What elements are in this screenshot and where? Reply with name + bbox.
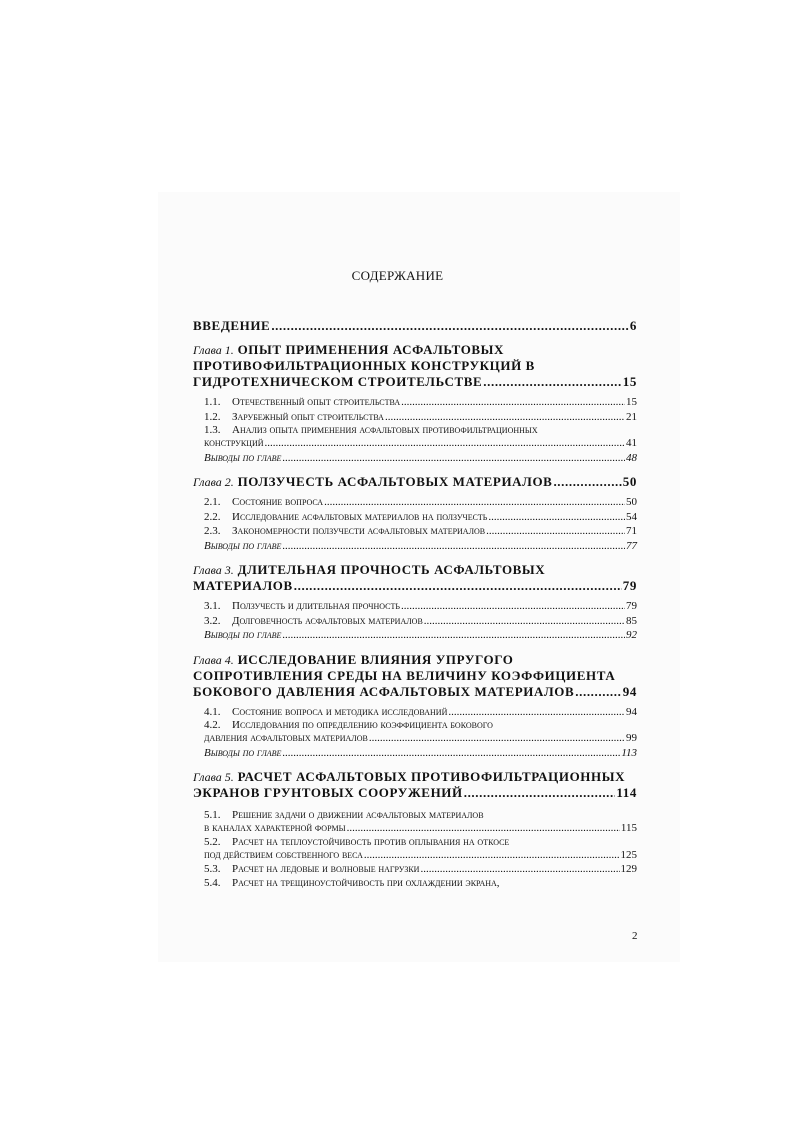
conclusion-page: 77 [626, 539, 637, 552]
section-page: 125 [620, 848, 637, 861]
dot-leader [385, 410, 625, 425]
section-number: 1.3. [204, 424, 221, 436]
section-entry-continuation[interactable] [193, 821, 637, 836]
conclusion-entry[interactable] [193, 746, 637, 761]
dot-leader [271, 318, 629, 334]
dot-leader [486, 524, 625, 539]
section-title-cont: конструкций [204, 437, 264, 449]
section-entry-first-line[interactable] [193, 809, 637, 821]
dot-leader [575, 684, 622, 700]
chapter-page: 79 [622, 578, 637, 593]
dot-leader [464, 785, 616, 801]
page-number: 2 [632, 930, 638, 942]
conclusion-entry[interactable] [193, 628, 637, 643]
chapter-page: 15 [622, 374, 637, 389]
chapter-2 [193, 474, 637, 553]
chapter-title-last: ПОЛЗУЧЕСТЬ АСФАЛЬТОВЫХ МАТЕРИАЛОВ [237, 474, 553, 489]
section-entry[interactable] [193, 395, 637, 410]
section-entry[interactable] [193, 705, 637, 720]
section-page: 15 [626, 396, 637, 408]
section-title: Закономерности ползучести асфальтовых материалов [232, 525, 486, 537]
chapter-title-line: ОПЫТ ПРИМЕНЕНИЯ АСФАЛЬТОВЫХ [237, 342, 505, 357]
section-entry[interactable] [193, 495, 637, 510]
page-title: СОДЕРЖАНИЕ [351, 268, 444, 283]
dot-leader [347, 821, 620, 836]
section-number: 3.1. [204, 600, 221, 612]
section-number: 5.2. [204, 835, 221, 848]
section-title: Исследование асфальтовых материалов на ползучесть [232, 510, 488, 523]
dot-leader [483, 374, 622, 390]
section-number: 4.1. [204, 705, 221, 718]
section-title: Зарубежный опыт строительства [232, 410, 384, 423]
intro-page: 6 [629, 318, 637, 333]
section-title: Состояние вопроса [232, 496, 324, 508]
chapter-page: 94 [622, 683, 637, 699]
dot-leader [448, 705, 625, 720]
chapter-title-last: ЭКРАНОВ ГРУНТОВЫХ СООРУЖЕНИЙ [193, 785, 463, 800]
chapter-title-line: РАСЧЕТ АСФАЛЬТОВЫХ ПРОТИВОФИЛЬТРАЦИОННЫХ [237, 769, 626, 784]
section-entry[interactable] [193, 524, 637, 539]
chapter-title-line: ДЛИТЕЛЬНАЯ ПРОЧНОСТЬ АСФАЛЬТОВЫХ [237, 562, 546, 577]
section-number: 5.4. [204, 876, 221, 889]
conclusion-page: 92 [626, 629, 637, 641]
section-number: 5.1. [204, 809, 221, 821]
section-number: 3.2. [204, 614, 221, 627]
section-title: Анализ опыта применения асфальтовых противофильтрационных [232, 424, 538, 436]
chapter-3 [193, 562, 637, 643]
section-title: Долговечность асфальтовых материалов [232, 614, 423, 627]
section-entry[interactable] [193, 410, 637, 425]
intro-entry[interactable] [193, 318, 637, 334]
dot-leader [553, 474, 621, 490]
section-entry-continuation[interactable] [193, 436, 637, 451]
section-entry[interactable] [193, 614, 637, 629]
dot-leader [324, 495, 625, 510]
section-entry[interactable] [193, 862, 637, 877]
section-number: 2.2. [204, 510, 221, 523]
chapter-title-line: СОПРОТИВЛЕНИЯ СРЕДЫ НА ВЕЛИЧИНУ КОЭФФИЦИЕНТА [193, 667, 616, 683]
section-title-cont: давления асфальтовых материалов [204, 732, 368, 744]
conclusion-label: Выводы по главе [204, 746, 282, 759]
chapter-entry[interactable] [193, 578, 637, 594]
chapter-entry[interactable] [193, 684, 637, 700]
dot-leader [364, 848, 620, 863]
table-of-contents [193, 318, 637, 898]
section-entry-first-line[interactable] [193, 719, 637, 731]
dot-leader [282, 539, 625, 554]
section-entry-continuation[interactable] [193, 731, 637, 746]
chapter-title-last: МАТЕРИАЛОВ [193, 578, 293, 593]
section-number: 1.1. [204, 396, 221, 408]
dot-leader [282, 746, 620, 761]
section-page: 85 [626, 614, 637, 627]
chapter-prefix: Глава 4. [193, 652, 234, 667]
dot-leader [369, 731, 625, 746]
section-title: Расчет на теплоустойчивость против оплывания на откосе [232, 835, 510, 848]
dot-leader [294, 578, 622, 594]
section-number: 2.3. [204, 525, 221, 537]
conclusion-page: 113 [621, 746, 637, 759]
section-page: 71 [626, 525, 637, 537]
section-page: 41 [626, 437, 637, 449]
chapter-page: 114 [616, 785, 637, 800]
section-entry-first-line[interactable] [193, 877, 637, 889]
chapter-entry[interactable] [193, 474, 637, 490]
section-number: 1.2. [204, 410, 221, 423]
dot-leader [282, 628, 625, 643]
chapter-prefix: Глава 5. [193, 770, 234, 784]
chapter-entry[interactable] [193, 785, 637, 801]
chapter-5 [193, 769, 637, 889]
chapter-heading-line [193, 342, 637, 358]
chapter-title-line: ИССЛЕДОВАНИЕ ВЛИЯНИЯ УПРУГОГО [237, 651, 514, 667]
section-title: Ползучесть и длительная прочность [232, 600, 400, 612]
dot-leader [420, 862, 619, 877]
chapter-title-line: ПРОТИВОФИЛЬТРАЦИОННЫХ КОНСТРУКЦИЙ В [193, 358, 535, 373]
conclusion-entry[interactable] [193, 451, 637, 466]
section-entry[interactable] [193, 599, 637, 614]
section-number: 5.3. [204, 863, 221, 875]
chapter-title-last: ГИДРОТЕХНИЧЕСКОМ СТРОИТЕЛЬСТВЕ [193, 374, 483, 389]
dot-leader [401, 599, 625, 614]
section-title-cont: в каналах характерной формы [204, 822, 346, 834]
conclusion-page: 48 [626, 451, 637, 464]
section-title: Расчет на трещиноустойчивость при охлаждении экрана, [232, 876, 500, 889]
conclusion-label: Выводы по главе [204, 451, 282, 464]
chapter-page: 50 [622, 474, 637, 489]
section-number: 2.1. [204, 496, 221, 508]
section-title: Состояние вопроса и методика исследований [232, 705, 448, 718]
section-title-cont: под действием собственного веса [204, 848, 363, 861]
chapter-prefix: Глава 2. [193, 475, 234, 489]
section-page: 94 [626, 705, 637, 718]
section-page: 129 [620, 863, 637, 875]
intro-label: ВВЕДЕНИЕ [193, 318, 271, 333]
section-title: Отечественный опыт строительства [232, 396, 401, 408]
section-entry[interactable] [193, 510, 637, 525]
chapter-heading-line [193, 652, 637, 668]
section-entry-first-line[interactable] [193, 836, 637, 848]
dot-leader [424, 614, 625, 629]
section-page: 50 [626, 496, 637, 508]
section-page: 115 [620, 822, 637, 834]
chapter-prefix: Глава 1. [193, 343, 234, 357]
section-title: Решение задачи о движении асфальтовых материалов [232, 809, 484, 821]
section-number: 4.2. [204, 719, 221, 731]
chapter-4 [193, 652, 637, 761]
chapter-prefix: Глава 3. [193, 563, 234, 577]
dot-leader [401, 395, 625, 410]
dot-leader [265, 436, 626, 451]
chapter-title-last: БОКОВОГО ДАВЛЕНИЯ АСФАЛЬТОВЫХ МАТЕРИАЛОВ [193, 683, 575, 699]
chapter-heading-line [193, 769, 637, 785]
section-page: 21 [626, 410, 637, 423]
dot-leader [282, 451, 625, 466]
section-entry-first-line[interactable] [193, 424, 637, 436]
chapter-1 [193, 342, 637, 465]
conclusion-label: Выводы по главе [204, 539, 282, 552]
section-page: 79 [626, 600, 637, 612]
section-title: Исследования по определению коэффициента бокового [232, 719, 493, 731]
dot-leader [488, 510, 625, 525]
chapter-heading-line [193, 562, 637, 578]
section-page: 99 [626, 732, 637, 744]
section-entry-continuation[interactable] [193, 848, 637, 863]
conclusion-entry[interactable] [193, 539, 637, 554]
section-title: Расчет на ледовые и волновые нагрузки [232, 863, 420, 875]
section-page: 54 [626, 510, 637, 523]
chapter-entry[interactable] [193, 374, 637, 390]
conclusion-label: Выводы по главе [204, 629, 282, 641]
